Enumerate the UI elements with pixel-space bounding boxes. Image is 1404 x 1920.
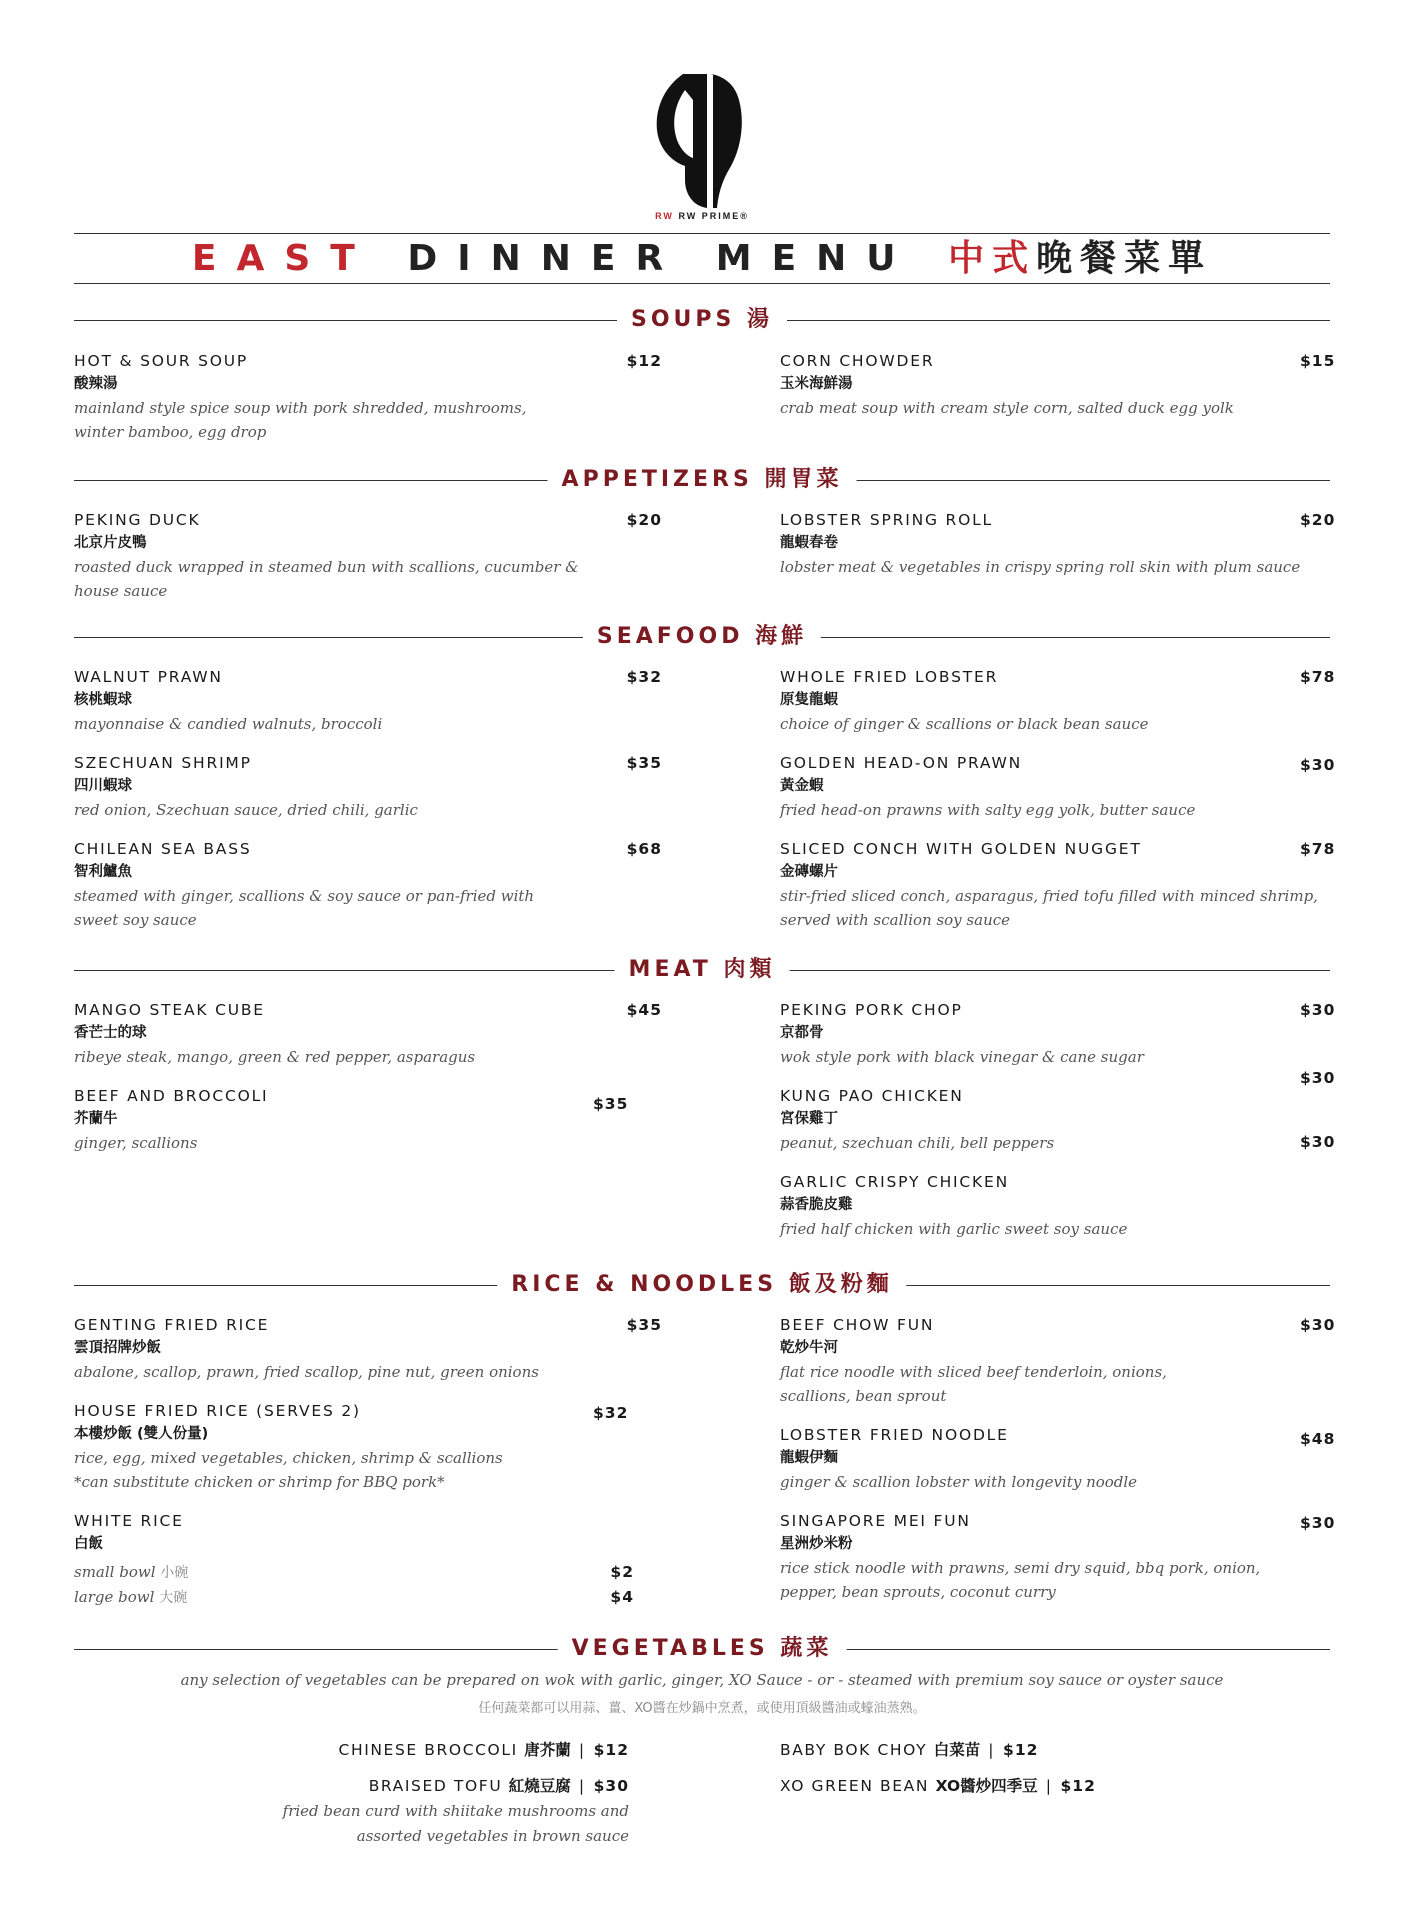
menu-item: SZECHUAN SHRIMP 四川蝦球 red onion, Szechuan sauce, dried chili, garlic $35 xyxy=(74,754,662,819)
vegetables-note-en: any selection of vegetables can be prepared on wok with garlic, ginger, XO Sauce - or - steamed with premium soy sauce or oyster sauce xyxy=(180,1671,1224,1689)
menu-item: CHILEAN SEA BASS 智利鱸魚 steamed with ginger, scallions & soy sauce or pan-fried with sweet soy sauce $68 xyxy=(74,840,662,929)
price: $30 xyxy=(1300,1316,1336,1334)
menu-item: WALNUT PRAWN 核桃蝦球 mayonnaise & candied walnuts, broccoli $32 xyxy=(74,668,662,733)
veg-item: CHINESE BROCCOLI 唐芥蘭 | $12 xyxy=(338,1741,629,1759)
section-soups: SOUPS 湯 xyxy=(74,305,1330,335)
price: $30 xyxy=(1300,1133,1336,1151)
vegetables-note-zh: 任何蔬菜都可以用蒜、薑、XO醬在炒鍋中烹煮，或使用頂級醬油或蠔油蒸熟。 xyxy=(478,1701,926,1716)
price: $30 xyxy=(1300,756,1336,774)
menu-item: BEEF AND BROCCOLI 芥蘭牛 ginger, scallions xyxy=(74,1087,269,1152)
menu-item: SINGAPORE MEI FUN 星洲炒米粉 rice stick noodle with prawns, semi dry squid, bbq pork, onion, pepper, bean sprouts, coconut curry xyxy=(780,1512,1261,1601)
menu-item: LOBSTER SPRING ROLL 龍蝦春卷 lobster meat & vegetables in crispy spring roll skin with plum sauce xyxy=(780,511,1301,576)
tofu-description: fried bean curd with shiitake mushrooms and assorted vegetables in brown sauce xyxy=(282,1802,629,1845)
price: $15 xyxy=(1300,352,1336,370)
rw-prime-logo-icon xyxy=(649,70,757,220)
menu-item: WHOLE FRIED LOBSTER 原隻龍蝦 choice of ginger & scallions or black bean sauce xyxy=(780,668,1149,733)
price: $48 xyxy=(1300,1430,1336,1448)
menu-item: CORN CHOWDER 玉米海鮮湯 crab meat soup with cream style corn, salted duck egg yolk xyxy=(780,352,1234,417)
price: $35 xyxy=(593,1095,629,1113)
section-vegetables: VEGETABLES 蔬菜 xyxy=(74,1634,1330,1664)
price: $78 xyxy=(1300,840,1336,858)
size-row: small bowl 小碗 $2 xyxy=(74,1563,634,1581)
menu-item: MANGO STEAK CUBE 香芒士的球 ribeye steak, mango, green & red pepper, asparagus $45 xyxy=(74,1001,662,1066)
menu-item: HOUSE FRIED RICE (SERVES 2) 本樓炒飯 (雙人份量) rice, egg, mixed vegetables, chicken, shrimp & scallions *can substitute chicken or shrimp for BBQ pork* xyxy=(74,1402,503,1491)
white-rice-sizes xyxy=(74,1560,634,1610)
price: $30 xyxy=(1300,1069,1336,1087)
price: $20 xyxy=(1300,511,1336,529)
menu-item: WHITE RICE 白飯 xyxy=(74,1512,184,1552)
page-title: EAST DINNER MENU 中式晚餐菜單 xyxy=(191,238,1213,279)
menu-item: GOLDEN HEAD-ON PRAWN 黃金蝦 fried head-on prawns with salty egg yolk, butter sauce xyxy=(780,754,1196,819)
menu-item: PEKING PORK CHOP 京都骨 wok style pork with black vinegar & cane sugar xyxy=(780,1001,1144,1066)
price: $78 xyxy=(1300,668,1336,686)
menu-item: BEEF CHOW FUN 乾炒牛河 flat rice noodle with sliced beef tenderloin, onions, scallions, bean sprout xyxy=(780,1316,1167,1405)
veg-item: BABY BOK CHOY 白菜苗 | $12 xyxy=(780,1741,1039,1759)
price: $30 xyxy=(1300,1514,1336,1532)
brand-name: RW RW PRIME® xyxy=(655,211,749,221)
section-appetizers: APPETIZERS 開胃菜 xyxy=(74,465,1330,495)
veg-item: BRAISED TOFU 紅燒豆腐 | $30 xyxy=(368,1777,629,1795)
menu-item: HOT & SOUR SOUP 酸辣湯 mainland style spice soup with pork shredded, mushrooms, winter bamboo, egg drop $12 xyxy=(74,352,662,441)
section-rice-noodles: RICE & NOODLES 飯及粉麵 xyxy=(74,1270,1330,1300)
price: $30 xyxy=(1300,1001,1336,1019)
menu-item: PEKING DUCK 北京片皮鴨 roasted duck wrapped in steamed bun with scallions, cucumber & house sauce $20 xyxy=(74,511,662,600)
menu-item: GARLIC CRISPY CHICKEN 蒜香脆皮雞 fried half chicken with garlic sweet soy sauce xyxy=(780,1173,1128,1238)
menu-item: SLICED CONCH WITH GOLDEN NUGGET 金磚螺片 stir-fried sliced conch, asparagus, fried tofu filled with minced shrimp, served with scallion soy sauce xyxy=(780,840,1318,929)
section-meat: MEAT 肉類 xyxy=(74,955,1330,985)
price: $32 xyxy=(593,1404,629,1422)
section-seafood: SEAFOOD 海鮮 xyxy=(74,622,1330,652)
menu-item: LOBSTER FRIED NOODLE 龍蝦伊麵 ginger & scallion lobster with longevity noodle xyxy=(780,1426,1138,1491)
veg-item: XO GREEN BEAN XO醬炒四季豆 | $12 xyxy=(780,1777,1096,1795)
size-row: large bowl 大碗 $4 xyxy=(74,1588,634,1606)
menu-item: GENTING FRIED RICE 雲頂招牌炒飯 abalone, scallop, prawn, fried scallop, pine nut, green onions $35 xyxy=(74,1316,662,1381)
menu-item: KUNG PAO CHICKEN 宮保雞丁 peanut, szechuan chili, bell peppers xyxy=(780,1087,1055,1152)
title-rule-bottom xyxy=(74,283,1330,284)
